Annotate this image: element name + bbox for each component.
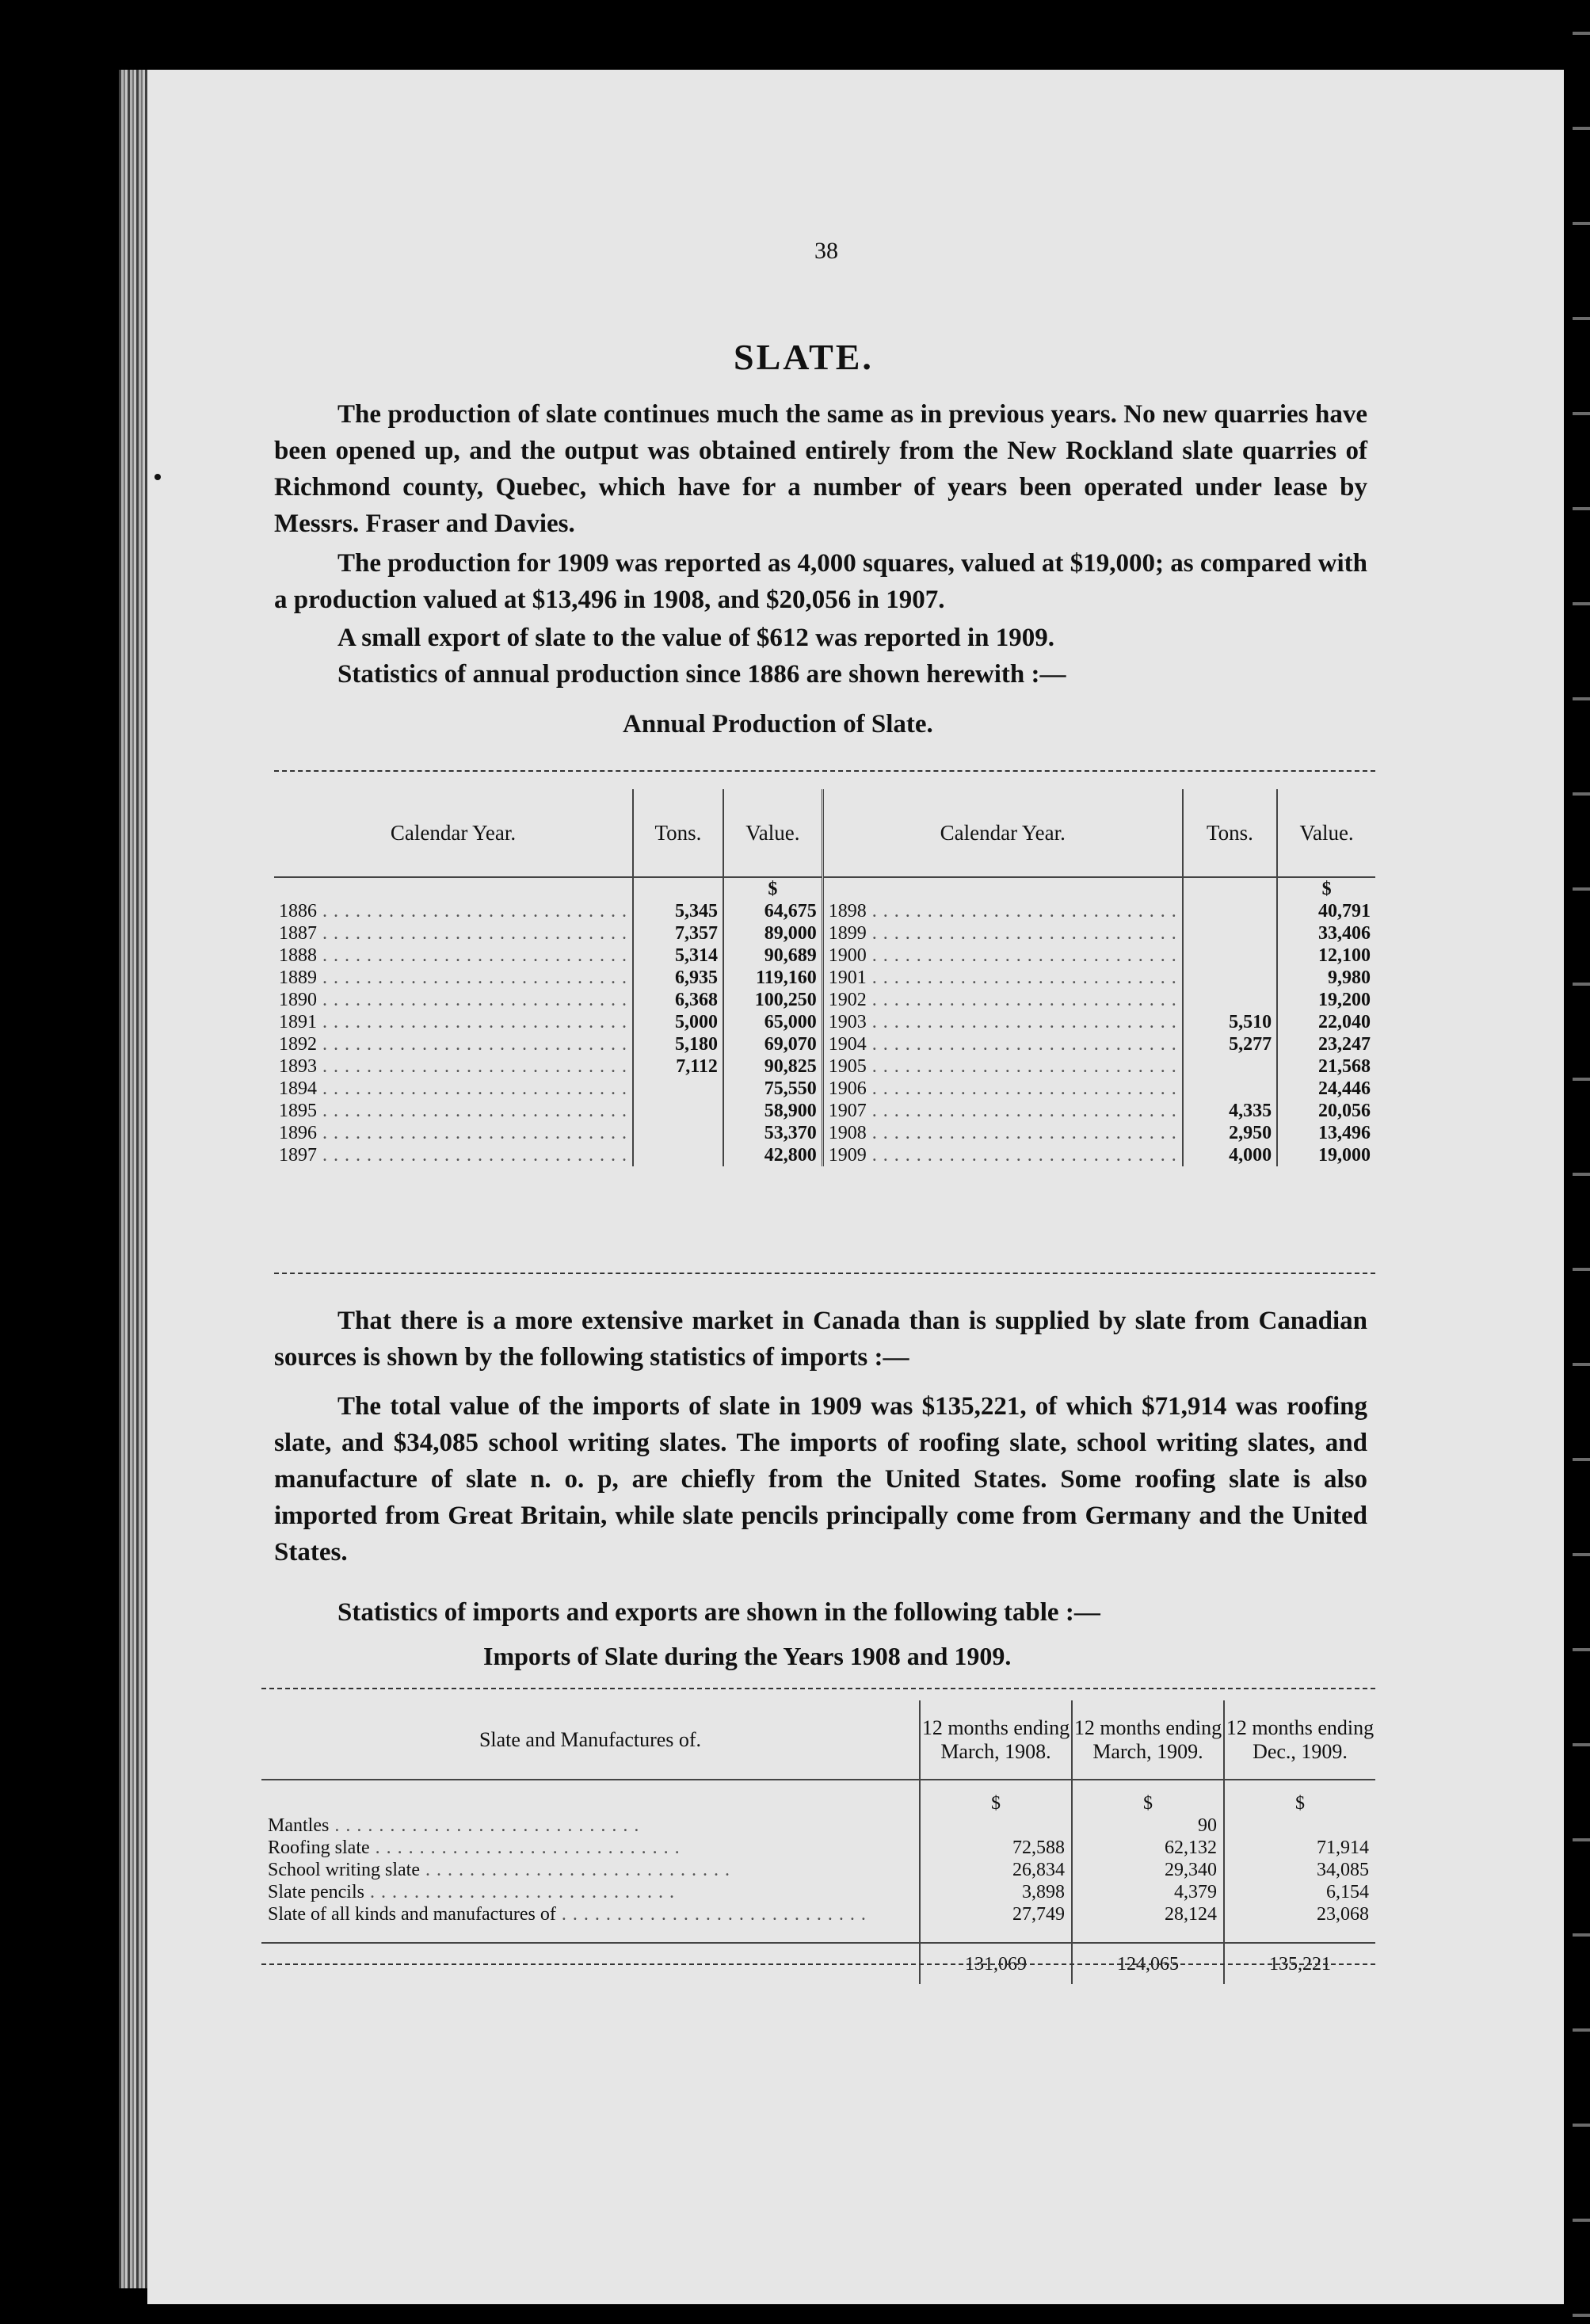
header-value-left: Value. [723, 789, 822, 877]
value-cell: 9,980 [1277, 967, 1375, 989]
amount-cell: 62,132 [1072, 1837, 1224, 1859]
header-calendar-year-left: Calendar Year. [274, 789, 633, 877]
value-cell: 19,000 [1277, 1144, 1375, 1166]
table1-caption: Annual Production of Slate. [623, 710, 933, 738]
margin-mark [154, 474, 161, 480]
amount-cell: 90 [1072, 1815, 1224, 1837]
paragraph-imports: The total value of the imports of slate in 1909 was $135,221, of which $71,914 was roofing slate, and $34,085 school writing slates. The imports of roofing slate, school writing slates, and manufacture of slate n. o. p, are chiefly from the United States. Some roofing slate is also imported from Great Britain, while slate pencils principally come from Germany and the United States. [274, 1392, 1367, 1567]
scan-right-edge [1573, 0, 1590, 2324]
amount-cell: 72,588 [920, 1837, 1072, 1859]
table-row [274, 1033, 1375, 1055]
paragraph-market: That there is a more extensive market in Canada than is supplied by slate from Canadian sources is shown by the following statistics of imports :— [274, 1307, 1367, 1372]
year-cell: 1906 . . . [822, 1078, 1183, 1100]
table1-top-rule [274, 770, 1375, 772]
amount-cell: 23,068 [1224, 1903, 1375, 1925]
year-cell: 1888 . . . [274, 944, 633, 967]
year-cell: 1900 . . . [822, 944, 1183, 967]
table-row [274, 967, 1375, 989]
amount-cell: 26,834 [920, 1859, 1072, 1881]
tons-cell [1183, 900, 1277, 922]
item-cell: Slate of all kinds and manufactures of . . . [261, 1903, 920, 1925]
table-row [261, 1837, 1375, 1859]
paragraph-production: The production for 1909 was reported as 4,000 squares, valued at $19,000; as compared with a production valued at $13,496 in 1908, and $20,056 in 1907. [274, 549, 1367, 614]
tons-cell: 5,277 [1183, 1033, 1277, 1055]
paragraph-table-intro: Statistics of imports and exports are shown in the following table :— [337, 1598, 1100, 1627]
value-cell: 13,496 [1277, 1122, 1375, 1144]
document-page [147, 70, 1564, 2304]
amount-cell [920, 1815, 1072, 1837]
year-cell: 1907 . . . [822, 1100, 1183, 1122]
value-cell: 64,675 [723, 900, 822, 922]
year-cell: 1887 . . . [274, 922, 633, 944]
table-row [274, 1055, 1375, 1078]
tons-cell: 5,314 [633, 944, 723, 967]
year-cell: 1905 . . . [822, 1055, 1183, 1078]
currency-symbol: $ [1277, 877, 1375, 900]
currency-symbol: $ [723, 877, 822, 900]
table-row [274, 1144, 1375, 1166]
table-row [274, 944, 1375, 967]
amount-cell: 34,085 [1224, 1859, 1375, 1881]
table-row [274, 1122, 1375, 1144]
header-march-1909: 12 months ending March, 1909. [1072, 1700, 1224, 1780]
spacer-row [261, 1925, 1375, 1943]
annual-production-table [274, 789, 1375, 1166]
amount-cell [1224, 1815, 1375, 1837]
header-tons-right: Tons. [1183, 789, 1277, 877]
tons-cell [633, 1100, 723, 1122]
table-row [261, 1903, 1375, 1925]
tons-cell: 6,368 [633, 989, 723, 1011]
table2-top-rule [261, 1688, 1375, 1689]
tons-cell [1183, 944, 1277, 967]
amount-cell: 28,124 [1072, 1903, 1224, 1925]
year-cell: 1909 . . . [822, 1144, 1183, 1166]
value-cell: 19,200 [1277, 989, 1375, 1011]
tons-cell [1183, 967, 1277, 989]
year-cell: 1886 . . . [274, 900, 633, 922]
table-row [274, 989, 1375, 1011]
value-cell: 119,160 [723, 967, 822, 989]
value-cell: 22,040 [1277, 1011, 1375, 1033]
year-cell: 1889 . . . [274, 967, 633, 989]
header-march-1908: 12 months ending March, 1908. [920, 1700, 1072, 1780]
year-cell: 1895 . . . [274, 1100, 633, 1122]
year-cell: 1908 . . . [822, 1122, 1183, 1144]
year-cell: 1893 . . . [274, 1055, 633, 1078]
tons-cell: 5,345 [633, 900, 723, 922]
amount-cell: 6,154 [1224, 1881, 1375, 1903]
year-cell: 1901 . . . [822, 967, 1183, 989]
header-tons-left: Tons. [633, 789, 723, 877]
item-cell: Mantles . . . [261, 1815, 920, 1837]
tons-cell: 2,950 [1183, 1122, 1277, 1144]
year-cell: 1902 . . . [822, 989, 1183, 1011]
tons-cell [633, 1122, 723, 1144]
value-cell: 53,370 [723, 1122, 822, 1144]
currency-symbol: $ [920, 1780, 1072, 1815]
value-cell: 23,247 [1277, 1033, 1375, 1055]
year-cell: 1891 . . . [274, 1011, 633, 1033]
year-cell: 1898 . . . [822, 900, 1183, 922]
value-cell: 90,689 [723, 944, 822, 967]
year-cell: 1890 . . . [274, 989, 633, 1011]
value-cell: 65,000 [723, 1011, 822, 1033]
amount-cell: 4,379 [1072, 1881, 1224, 1903]
amount-cell: 27,749 [920, 1903, 1072, 1925]
year-cell: 1892 . . . [274, 1033, 633, 1055]
table-row [261, 1881, 1375, 1903]
item-cell: School writing slate . . . [261, 1859, 920, 1881]
currency-symbol: $ [1072, 1780, 1224, 1815]
table2-bottom-rule [261, 1963, 1375, 1965]
paragraph-export: A small export of slate to the value of $612 was reported in 1909. [337, 624, 1054, 652]
tons-cell [1183, 989, 1277, 1011]
table2-caption: Imports of Slate during the Years 1908 and 1909. [483, 1642, 1012, 1670]
amount-cell: 71,914 [1224, 1837, 1375, 1859]
header-dec-1909: 12 months ending Dec., 1909. [1224, 1700, 1375, 1780]
tons-cell [633, 1078, 723, 1100]
header-value-right: Value. [1277, 789, 1375, 877]
total-cell: 124,065 [1072, 1943, 1224, 1984]
annual-production-rows [274, 877, 1375, 1166]
tons-cell [1183, 1078, 1277, 1100]
year-cell: 1896 . . . [274, 1122, 633, 1144]
value-cell: 42,800 [723, 1144, 822, 1166]
header-calendar-year-right: Calendar Year. [822, 789, 1183, 877]
imports-rows [261, 1780, 1375, 1984]
table-row [274, 1011, 1375, 1033]
paragraph-intro: The production of slate continues much the same as in previous years. No new quarries have been opened up, and the output was obtained entirely from the New Rockland slate quarries of Richmond county, Quebec, which have for a number of years been operated under lease by Messrs. Fraser and Davies. [274, 400, 1367, 538]
page-title: SLATE. [734, 337, 874, 377]
currency-symbol: $ [1224, 1780, 1375, 1815]
tons-cell [1183, 922, 1277, 944]
value-cell: 89,000 [723, 922, 822, 944]
tons-cell: 5,180 [633, 1033, 723, 1055]
tons-cell: 7,357 [633, 922, 723, 944]
value-cell: 24,446 [1277, 1078, 1375, 1100]
table-row [274, 922, 1375, 944]
total-cell: 135,221 [1224, 1943, 1375, 1984]
total-cell: 131,069 [920, 1943, 1072, 1984]
tons-cell [633, 1144, 723, 1166]
value-cell: 33,406 [1277, 922, 1375, 944]
tons-cell: 4,000 [1183, 1144, 1277, 1166]
year-cell: 1894 . . . [274, 1078, 633, 1100]
paragraph-statistics-intro: Statistics of annual production since 1886 are shown herewith :— [337, 660, 1066, 689]
table-row [261, 1815, 1375, 1837]
value-cell: 20,056 [1277, 1100, 1375, 1122]
value-cell: 100,250 [723, 989, 822, 1011]
value-cell: 69,070 [723, 1033, 822, 1055]
header-slate-manufactures: Slate and Manufactures of. [479, 1727, 702, 1751]
amount-cell: 29,340 [1072, 1859, 1224, 1881]
year-cell: 1903 . . . [822, 1011, 1183, 1033]
page-number: 38 [814, 238, 838, 264]
value-cell: 21,568 [1277, 1055, 1375, 1078]
value-cell: 90,825 [723, 1055, 822, 1078]
tons-cell: 4,335 [1183, 1100, 1277, 1122]
value-cell: 75,550 [723, 1078, 822, 1100]
value-cell: 40,791 [1277, 900, 1375, 922]
tons-cell: 6,935 [633, 967, 723, 989]
value-cell: 58,900 [723, 1100, 822, 1122]
table-row [261, 1859, 1375, 1881]
table-row [274, 1078, 1375, 1100]
tons-cell: 5,510 [1183, 1011, 1277, 1033]
item-cell: Slate pencils . . . [261, 1881, 920, 1903]
table1-bottom-rule [274, 1273, 1375, 1274]
imports-table [261, 1700, 1375, 1984]
tons-cell [1183, 1055, 1277, 1078]
amount-cell: 3,898 [920, 1881, 1072, 1903]
table-row [274, 900, 1375, 922]
table-row [274, 1100, 1375, 1122]
tons-cell: 5,000 [633, 1011, 723, 1033]
year-cell: 1897 . . . [274, 1144, 633, 1166]
year-cell: 1904 . . . [822, 1033, 1183, 1055]
year-cell: 1899 . . . [822, 922, 1183, 944]
item-cell: Roofing slate . . . [261, 1837, 920, 1859]
value-cell: 12,100 [1277, 944, 1375, 967]
scan-binding-edge [119, 70, 151, 2288]
tons-cell: 7,112 [633, 1055, 723, 1078]
